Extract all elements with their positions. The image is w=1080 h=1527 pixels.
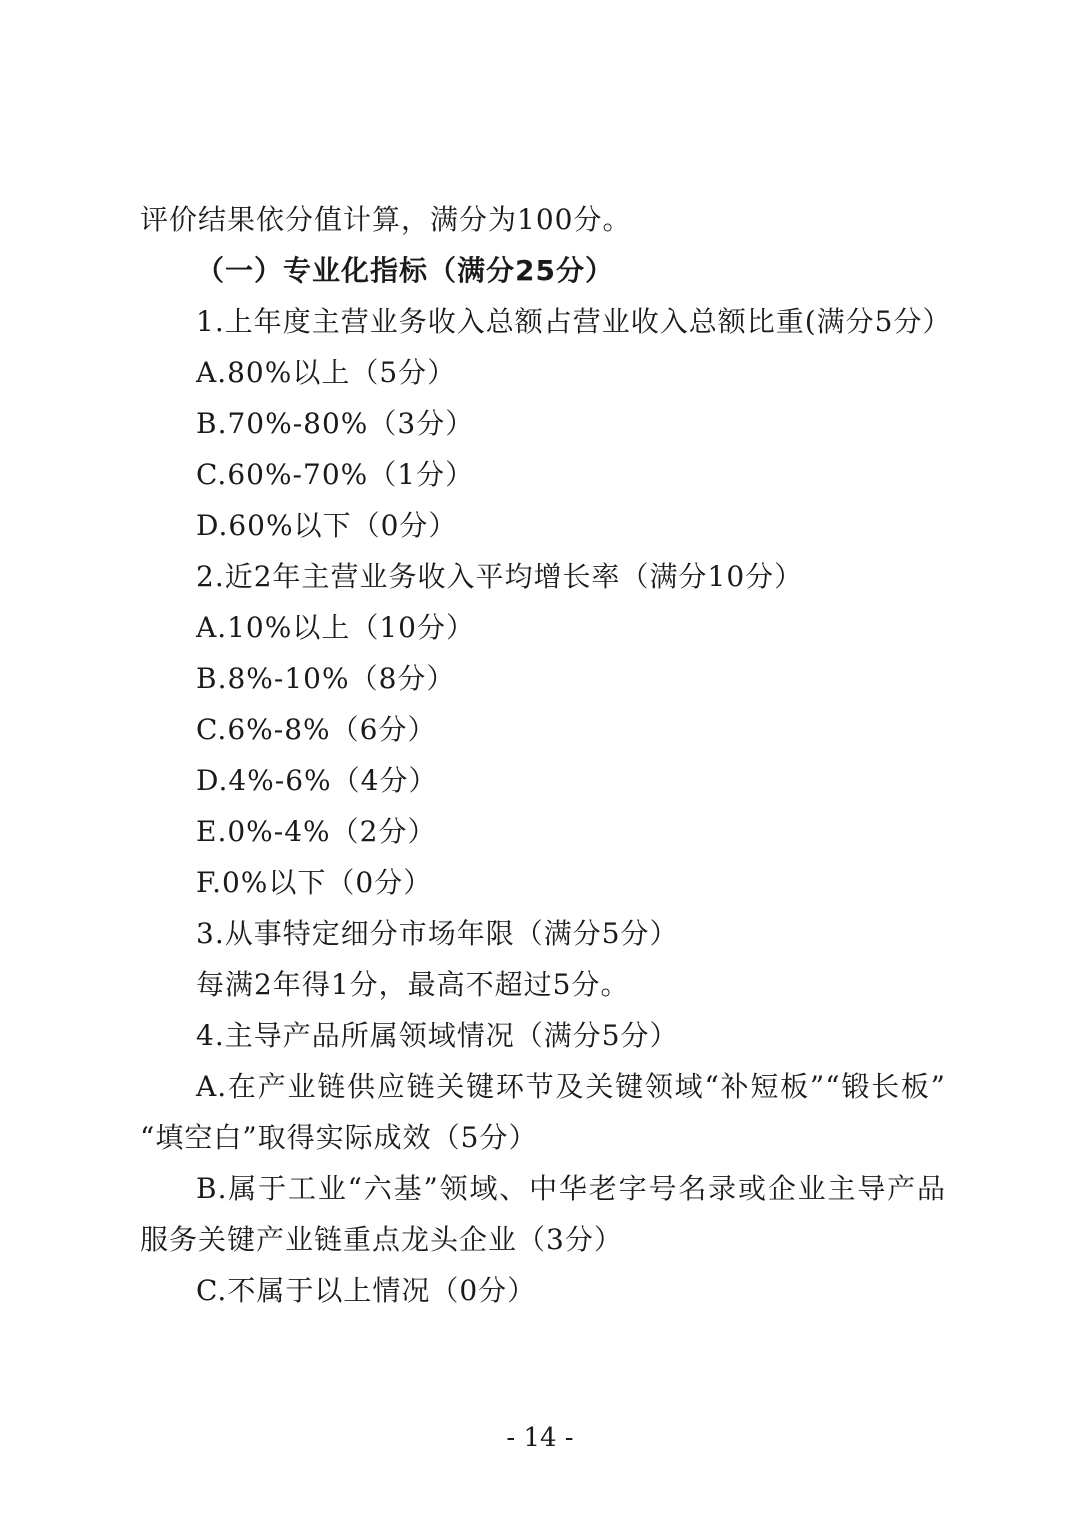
item-3-note: 每满2年得1分，最高不超过5分。 — [196, 968, 630, 1001]
item-4-option-b-line-2: 服务关键产业链重点龙头企业（3分） — [140, 1223, 623, 1256]
item-2-option-d: D.4%-6%（4分） — [196, 764, 438, 797]
item-2-option-e: E.0%-4%（2分） — [196, 815, 437, 848]
item-1-option-c: C.60%-70%（1分） — [196, 458, 475, 491]
intro-text: 评价结果依分值计算，满分为100分。 — [140, 203, 632, 236]
item-1-title: 1.上年度主营业务收入总额占营业收入总额比重(满分5分） — [196, 305, 952, 338]
item-4-option-a-line-2: “填空白”取得实际成效（5分） — [140, 1121, 538, 1154]
section-title: （一）专业化指标（满分25分） — [196, 254, 614, 287]
item-4-option-b-line-1: B.属于工业“六基”领域、中华老字号名录或企业主导产品 — [196, 1172, 946, 1205]
item-2-option-a: A.10%以上（10分） — [196, 611, 475, 644]
item-1-option-b: B.70%-80%（3分） — [196, 407, 475, 440]
item-1-option-d: D.60%以下（0分） — [196, 509, 458, 542]
item-2-option-c: C.6%-8%（6分） — [196, 713, 437, 746]
item-2-option-b: B.8%-10%（8分） — [196, 662, 456, 695]
item-4-option-c: C.不属于以上情况（0分） — [196, 1274, 537, 1307]
item-1-option-a: A.80%以上（5分） — [196, 356, 457, 389]
item-4-option-a-line-1: A.在产业链供应链关键环节及关键领域“补短板”“锻长板” — [196, 1070, 946, 1103]
item-2-option-f: F.0%以下（0分） — [196, 866, 433, 899]
page-number: - 14 - — [506, 1423, 574, 1453]
item-4-title: 4.主导产品所属领域情况（满分5分） — [196, 1019, 679, 1052]
item-2-title: 2.近2年主营业务收入平均增长率（满分10分） — [196, 560, 804, 593]
item-3-title: 3.从事特定细分市场年限（满分5分） — [196, 917, 679, 950]
